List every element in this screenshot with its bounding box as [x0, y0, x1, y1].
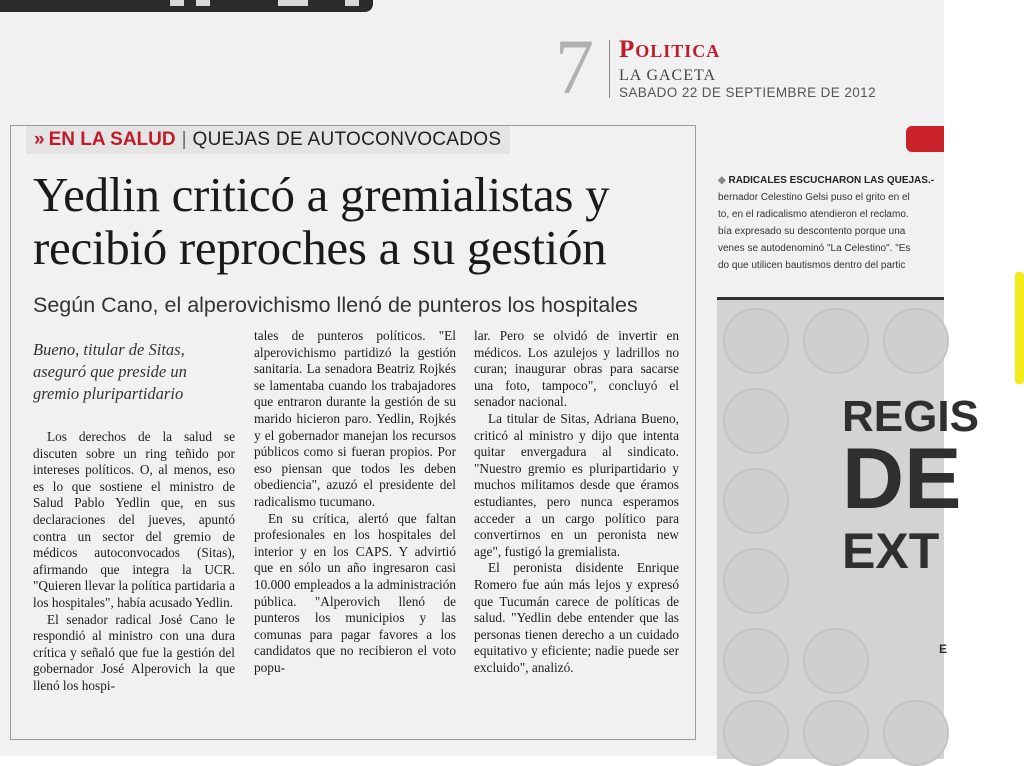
- sidebar-line: to, en el radicalismo atendieron el reclamo.: [718, 209, 909, 220]
- paragraph: Los derechos de la salud se discuten sobre un ring teñido por intereses políticos. O, al menos, eso es lo que sostiene el ministro de Salud Pablo Yedlin que, en sus declaraciones del jueves, apuntó contra un sector del gremio de médicos autoconvocados (Sitas), afirmando que integra la UCR. "Quieren llevar la política partidaria a los hospitales", había acusado Yedlin.: [33, 429, 235, 610]
- face-pattern-icon: [723, 628, 789, 694]
- header-divider: [609, 40, 610, 98]
- face-pattern-icon: [803, 700, 869, 766]
- face-pattern-icon: [803, 628, 869, 694]
- face-pattern-icon: [723, 308, 789, 374]
- kicker-separator: |: [181, 129, 187, 150]
- paragraph: El senador radical José Cano le respondió al ministro con una dura crítica y señaló que fue la gestión del gobernador José Alperovich la que llenó los hospi-: [33, 611, 235, 693]
- ad-headline-1: REGIS: [842, 392, 979, 441]
- toolbar-button[interactable]: [170, 0, 184, 6]
- toolbar-button[interactable]: [345, 0, 359, 6]
- sidebar-heading-tail: -: [930, 175, 935, 186]
- article-subheadline: Según Cano, el alperovichismo llenó de punteros los hospitales: [33, 293, 638, 317]
- article-column-2: [254, 328, 456, 676]
- article-pullquote: Bueno, titular de Sitas, aseguró que preside un gremio pluripartidario: [33, 340, 187, 403]
- paragraph: tales de punteros políticos. "El alperovichismo partidizó la gestión sanitaria. La senadora Beatriz Rojkés se lamentaba cuando los trabajadores que entraron durante la gestión de su marido hicieron paro. Yedlin, Rojkés y el gobernador manejan los recursos públicos como si fueran propios. Por eso piensan que todos les deben obediencia", azuzó el presidente del radicalismo tucumano.: [254, 328, 456, 509]
- ad-headline-3: EXT: [842, 523, 940, 579]
- publication-date: SABADO 22 DE SEPTIEMBRE DE 2012: [619, 85, 876, 100]
- advertisement: [717, 297, 979, 759]
- paragraph: En su crítica, alertó que faltan profesionales en los hospitales del interior y en los CAPS. Y advirtió que en sólo un año ingresaron casi 10.000 empleados a la administración pública. "Alperovich llenó de punteros los municipios y las comunas para pagar favores a los candidatos que no recibieron el voto popu-: [254, 510, 456, 675]
- paragraph: lar. Pero se olvidó de invertir en médicos. Los azulejos y ladrillos no curan; inaugurar obras para sacarse una foto, tampoco", concluyó el senador nacional.: [474, 328, 679, 410]
- sidebar-line: venes se autodenominó "La Celestino". "Es: [718, 243, 911, 254]
- paragraph: La titular de Sitas, Adriana Bueno, criticó al ministro y dijo que intenta quitar envergadura al sindicato. "Nuestro gremio es pluripartidario y muchos militamos desde que éramos estudiantes, pero nunca esperamos acceder a un cargo político para convertirnos en un peronista new age", fustigó la gremialista.: [474, 410, 679, 559]
- toolbar-button[interactable]: [196, 0, 210, 6]
- section-tab: [906, 126, 944, 152]
- face-pattern-icon: [723, 388, 789, 454]
- viewer-toolbar[interactable]: [0, 0, 373, 12]
- toolbar-button[interactable]: [278, 0, 308, 6]
- face-pattern-icon: [723, 700, 789, 766]
- page-margin: [944, 0, 1024, 756]
- page-number: 7: [555, 23, 594, 110]
- article-column-3: [474, 328, 679, 676]
- newspaper-name: LA GACETA: [619, 67, 717, 84]
- article-kicker: [26, 126, 510, 154]
- section-title: Politica: [619, 36, 721, 63]
- face-pattern-icon: [883, 700, 949, 766]
- face-pattern-icon: [723, 468, 789, 534]
- diamond-icon: ◆: [718, 175, 726, 186]
- sidebar-line: bernador Celestino Gelsi puso el grito en el: [718, 192, 910, 203]
- highlighter-mark: [1015, 272, 1024, 384]
- sidebar-line: bía expresado su descontento porque una: [718, 226, 906, 237]
- kicker-arrow-icon: »: [34, 129, 45, 150]
- ad-headline-2: DE: [842, 431, 962, 527]
- article-headline: Yedlin criticó a gremialistas y recibió reproches a su gestión: [33, 167, 610, 275]
- sidebar-note: [718, 172, 944, 274]
- paragraph: El peronista disidente Enrique Romero fue aún más lejos y expresó que Tucumán carece de políticas de salud. "Yedlin debe entender que las personas tienen derecho a un cuidado equitativo y eficiente; nadie puede ser excluido", analizó.: [474, 560, 679, 675]
- ad-text-fragment: E: [939, 642, 948, 656]
- kicker-subtopic: QUEJAS DE AUTOCONVOCADOS: [192, 129, 502, 150]
- sidebar-heading-text: RADICALES ESCUCHARON LAS QUEJAS.: [728, 175, 931, 186]
- kicker-topic: EN LA SALUD: [48, 129, 176, 150]
- face-pattern-icon: [883, 308, 949, 374]
- sidebar-heading: [718, 172, 944, 189]
- article-column-1: [33, 429, 235, 695]
- face-pattern-icon: [723, 548, 789, 614]
- sidebar-line: do que utilicen bautismos dentro del partic: [718, 260, 906, 271]
- face-pattern-icon: [803, 308, 869, 374]
